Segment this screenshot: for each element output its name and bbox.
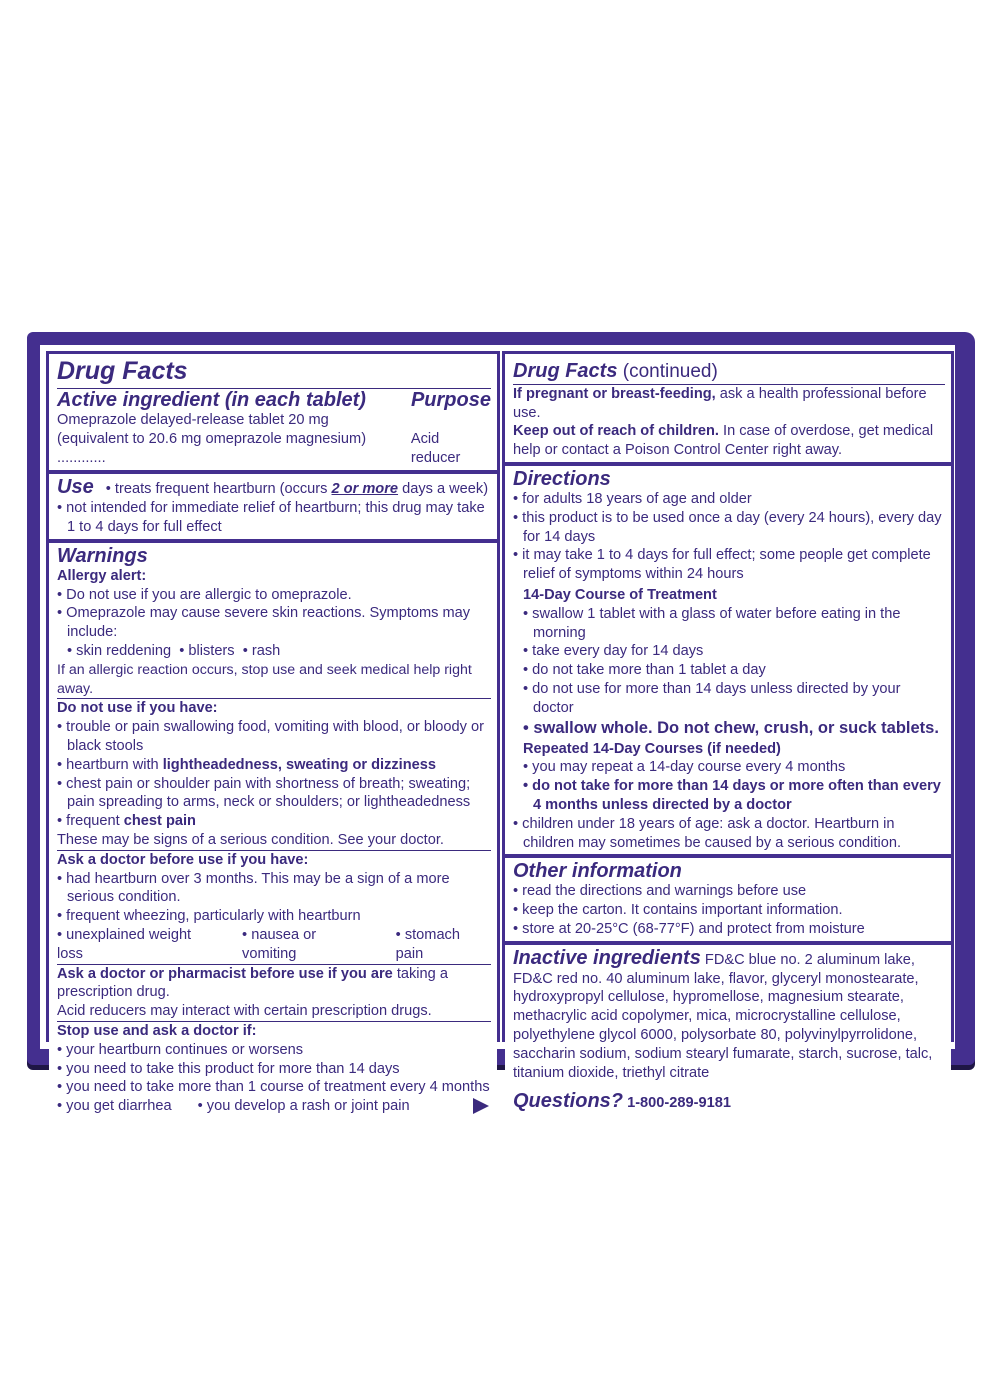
children-bold: Keep out of reach of children.: [513, 423, 719, 440]
do-not-use-heading: Do not use if you have:: [57, 700, 218, 717]
allergy-item-2: • Omeprazole may cause severe skin reactions. Symptoms may include:: [57, 605, 471, 641]
pregnant-rest: ask a health professional before use.: [513, 385, 927, 421]
stop-use-item-2: • you need to take this product for more than 14 days: [57, 1060, 400, 1077]
directions-children: • children under 18 years of age: ask a doctor. Heartburn in children may sometimes be caused by a serious condition.: [513, 815, 902, 851]
warnings-heading: Warnings: [57, 544, 148, 567]
warnings-section: [49, 543, 497, 1118]
do-not-use-item-2-pre: • heartburn with: [57, 756, 163, 773]
ask-doctor-item-1: • had heartburn over 3 months. This may be a sign of a more serious condition.: [57, 870, 450, 906]
purpose-value: Acid reducer: [410, 430, 461, 466]
allergy-alert-heading: Allergy alert:: [57, 567, 147, 584]
children-rest: In case of overdose, get medical help or contact a Poison Control Center right away.: [513, 423, 934, 459]
questions-phone[interactable]: 1-800-289-9181: [627, 1095, 731, 1112]
ask-pharmacist-note: Acid reducers may interact with certain prescription drugs.: [57, 1002, 491, 1022]
ask-doctor-inline-1: • unexplained weight loss: [57, 926, 192, 962]
continue-arrow-icon: [473, 1098, 489, 1114]
continued-title: [513, 360, 945, 385]
use-item-1-emphasis: 2 or more: [331, 481, 399, 498]
allergy-item-1: • Do not use if you are allergic to omeprazole.: [57, 586, 352, 603]
repeat-item-1: • you may repeat a 14-day course every 4 months: [523, 759, 846, 776]
use-line-1: [57, 476, 491, 499]
ask-doctor-inline-2: • nausea or vomiting: [242, 926, 317, 962]
course-item-3: • do not take more than 1 tablet a day: [523, 662, 766, 679]
pregnant-bold: If pregnant or breast-feeding,: [513, 385, 716, 402]
stop-use-inline-items: [57, 1097, 491, 1116]
ask-pharmacist: [57, 965, 491, 1003]
pregnant-warning: [513, 385, 945, 423]
right-column: [502, 351, 954, 1113]
other-info-item-1: • read the directions and warnings before use: [513, 883, 807, 900]
frame-inner: [40, 345, 955, 1115]
other-info-heading: Other information: [513, 860, 682, 883]
stop-use-item-1: • your heartburn continues or worsens: [57, 1041, 304, 1058]
stop-use-inline-1: • you get diarrhea: [57, 1098, 172, 1115]
questions-heading: Questions?: [513, 1090, 624, 1113]
stop-use-heading: Stop use and ask a doctor if:: [57, 1022, 257, 1039]
ask-doctor-heading: Ask a doctor before use if you have:: [57, 851, 309, 868]
inactive-ingredients-text: FD&C blue no. 2 aluminum lake, FD&C red no. 40 aluminum lake, flavor, glyceryl monostearate, hydroxypropyl cellulose, hypromellose, magnesium stearate, methacrylic acid copolymer, mica, microcrystalline cellulose, polyethylene glycol 6000, polysorbate 80, polyvinylpyrrolidone, saccharin sodium, sodium stearyl fumarate, starch, sucrose, talc, titanium dioxide, triethyl citrate: [513, 951, 933, 1081]
do-not-use-item-2: [57, 756, 491, 775]
continued-section: [505, 354, 951, 462]
repeat-item-2: • do not take for more than 14 days or more often than every 4 months unless directed by a doctor: [523, 778, 941, 813]
do-not-use-item-3: • chest pain or shoulder pain with shortness of breath; sweating; pain spreading to arms, neck or shoulders; or lightheadedness: [57, 775, 471, 811]
use-item-1-post: days a week): [398, 481, 489, 498]
left-column: [46, 351, 500, 1115]
directions-item-3: • it may take 1 to 4 days for full effect; some people get complete relief of symptoms within 24 hours: [513, 547, 931, 583]
directions-item-1: • for adults 18 years of age and older: [513, 490, 752, 507]
ask-doctor-item-2: • frequent wheezing, particularly with heartburn: [57, 908, 361, 925]
children-warning: [513, 422, 945, 460]
do-not-use-item-4-bold: chest pain: [123, 813, 196, 830]
active-ingredient-section: [49, 354, 497, 470]
do-not-use-item-1: • trouble or pain swallowing food, vomiting with blood, or bloody or black stools: [57, 719, 484, 754]
ingredient-line-1: Omeprazole delayed-release tablet 20 mg: [57, 412, 329, 428]
ingredient-line-2-row: [57, 430, 491, 468]
directions-item-2: • this product is to be used once a day (every 24 hours), every day for 14 days: [513, 509, 942, 545]
drug-facts-frame: [27, 332, 975, 1115]
ask-pharmacist-bold: Ask a doctor or pharmacist before use if you are: [57, 965, 393, 982]
active-ingredient-header: [57, 389, 491, 411]
other-info-item-2: • keep the carton. It contains important information.: [513, 902, 843, 919]
questions-section: [505, 1088, 951, 1115]
purpose-heading: Purpose: [410, 389, 491, 411]
use-heading: Use: [57, 476, 94, 499]
course-item-2: • take every day for 14 days: [523, 643, 704, 660]
use-item-2: • not intended for immediate relief of heartburn; this drug may take 1 to 4 days for full effect: [57, 500, 485, 535]
inactive-ingredients-heading: Inactive ingredients: [513, 946, 701, 969]
use-section: [49, 474, 497, 538]
inactive-ingredients-section: [505, 945, 951, 1085]
allergy-note: If an allergic reaction occurs, stop use and seek medical help right away.: [57, 661, 491, 700]
continued-title-main: Drug Facts: [513, 360, 618, 382]
use-item-1-pre: • treats frequent heartburn (occurs: [105, 481, 332, 498]
stop-use-inline-2: • you develop a rash or joint pain: [197, 1098, 410, 1115]
course-item-4: • do not use for more than 14 days unless directed by your doctor: [523, 680, 901, 716]
stop-use-item-3: • you need to take more than 1 course of treatment every 4 months: [57, 1079, 490, 1096]
course-heading: 14-Day Course of Treatment: [523, 586, 717, 603]
repeat-heading: Repeated 14-Day Courses (if needed): [523, 740, 781, 757]
active-ingredient-heading: Active ingredient (in each tablet): [57, 389, 366, 411]
do-not-use-note: These may be signs of a serious condition. See your doctor.: [57, 831, 491, 851]
do-not-use-item-4-pre: • frequent: [57, 813, 124, 830]
ingredient-line-2: (equivalent to 20.6 mg omeprazole magnesium) ............: [57, 430, 367, 466]
ask-doctor-inline-3: • stomach pain: [395, 926, 460, 962]
ask-pharmacist-rest: taking a prescription drug.: [57, 965, 448, 1001]
ask-doctor-inline-items: [57, 926, 491, 965]
directions-heading: Directions: [513, 467, 611, 490]
directions-section: [505, 466, 951, 854]
other-info-section: [505, 858, 951, 940]
do-not-use-item-2-bold: lightheadedness, sweating or dizziness: [162, 756, 436, 773]
drug-facts-title: Drug Facts: [57, 356, 491, 389]
allergy-symptoms: • skin reddening • blisters • rash: [67, 642, 281, 659]
swallow-whole: • swallow whole. Do not chew, crush, or suck tablets.: [523, 718, 939, 737]
other-info-item-3: • store at 20-25°C (68-77°F) and protect from moisture: [513, 920, 865, 937]
continued-title-suffix: (continued): [617, 361, 718, 382]
course-item-1: • swallow 1 tablet with a glass of water before eating in the morning: [523, 605, 901, 641]
do-not-use-item-4: [57, 812, 491, 831]
